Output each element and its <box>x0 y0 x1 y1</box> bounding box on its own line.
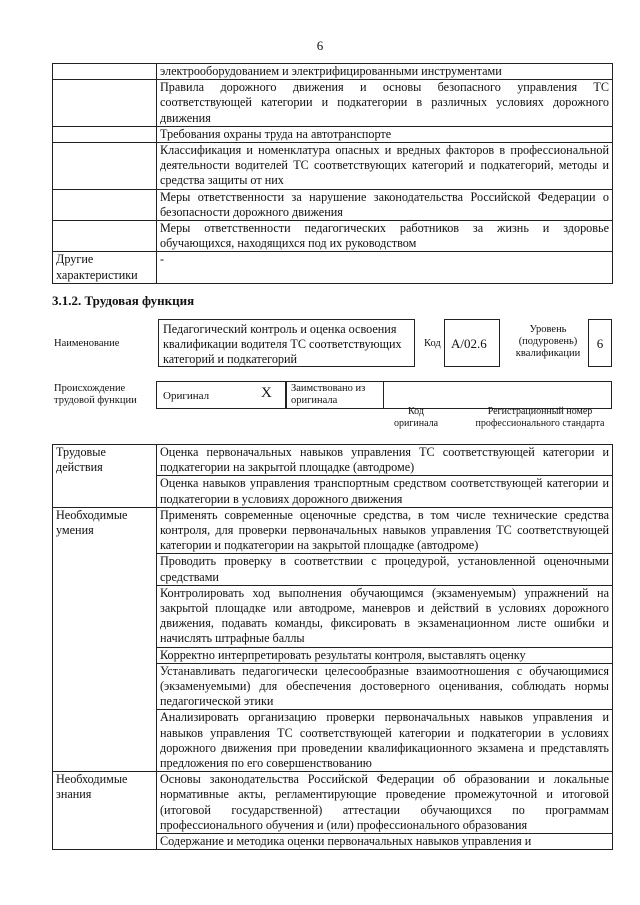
group-item: Контролировать ход выполнения обучающимся (экзаменуемым) упражнений на закрытой площадке или автодроме, маневров и действий в условиях дорожного движения, подавать команды, фиксировать в экзаменационном листе ошибки и начислять штрафные баллы <box>157 585 613 647</box>
main-table <box>52 444 613 850</box>
row-label <box>53 189 157 220</box>
table-row <box>53 772 613 834</box>
group-item: Применять современные оценочные средства, в том числе технические средства контроля, для проверки первоначальных навыков управления ТС соответствующей категории и подкатегории на закрытой площадке (автодроме) <box>157 507 613 554</box>
row-text: - <box>157 252 613 283</box>
borrowed-box <box>286 381 384 409</box>
page-number: 6 <box>316 38 324 53</box>
group-label: Необходимые знания <box>53 772 157 850</box>
level-label: Уровень (подуровень) квалификации <box>515 324 581 359</box>
section-heading: 3.1.2. Трудовая функция <box>52 293 195 308</box>
level-value: 6 <box>596 336 604 351</box>
table-row <box>53 64 613 80</box>
group-item: Оценка навыков управления транспортным средством соответствующей категории и подкатегории в условиях дорожного движения <box>157 476 613 507</box>
table-row <box>53 221 613 252</box>
row-label <box>53 126 157 142</box>
table-row <box>53 189 613 220</box>
top-table <box>52 63 613 284</box>
level-box <box>588 319 612 367</box>
original-box <box>156 381 286 409</box>
code-label: Код <box>424 338 441 349</box>
origin-label: Происхождение трудовой функции <box>54 383 137 406</box>
table-row <box>53 445 613 476</box>
group-label: Трудовые действия <box>53 445 157 508</box>
row-text: Правила дорожного движения и основы безопасного управления ТС соответствующей категории и подкатегории в различных условиях дорожного движения <box>157 80 613 127</box>
table-row <box>53 143 613 190</box>
name-label: Наименование <box>54 338 120 349</box>
table-row <box>53 126 613 142</box>
row-label <box>53 221 157 252</box>
row-label <box>53 143 157 190</box>
row-text: Классификация и номенклатура опасных и вредных факторов в профессиональной деятельности водителей ТС соответствующих категорий и подкатегорий, методы и средства защиты от них <box>157 143 613 190</box>
row-label <box>53 64 157 80</box>
row-text: электрооборудованием и электрифицированными инструментами <box>157 64 613 80</box>
table-row <box>53 80 613 127</box>
group-label: Необходимые умения <box>53 507 157 771</box>
group-item: Корректно интерпретировать результаты контроля, выставлять оценку <box>157 647 613 663</box>
code-value: А/02.6 <box>451 336 487 351</box>
function-name: Педагогический контроль и оценка освоения квалификации водителя ТС соответствующих категорий и подкатегорий <box>163 322 402 366</box>
original-mark: X <box>261 385 272 401</box>
borrowed-label: Заимствовано из оригинала <box>291 383 366 406</box>
row-text: Меры ответственности педагогических работников за жизнь и здоровье обучающихся, находящихся под их руководством <box>157 221 613 252</box>
group-item: Устанавливать педагогически целесообразные взаимоотношения с обучающимися (экзаменуемыми) для обеспечения достоверного оценивания, соблюдать нормы педагогической этики <box>157 663 613 710</box>
code-original-label: Код оригинала <box>393 406 439 429</box>
group-item: Оценка первоначальных навыков управления ТС соответствующей категории и подкатегории на закрытой площадке (автодроме) <box>157 445 613 476</box>
group-item: Содержание и методика оценки первоначальных навыков управления и <box>157 834 613 850</box>
row-label <box>53 80 157 127</box>
group-item: Проводить проверку в соответствии с процедурой, установленной оценочными средствами <box>157 554 613 585</box>
function-name-box <box>158 319 415 367</box>
code-box <box>444 319 500 367</box>
group-item: Основы законодательства Российской Федерации об образовании и локальные нормативные акты, регламентирующие проведение промежуточной и итоговой (итоговой государственной) аттестации обучающихся по программам профессионального обучения и (или) профессионального образования <box>157 772 613 834</box>
row-text: Меры ответственности за нарушение законодательства Российской Федерации о безопасности дорожного движения <box>157 189 613 220</box>
table-row <box>53 252 613 283</box>
reg-number-label: Регистрационный номер профессионального стандарта <box>475 406 605 429</box>
reg-box <box>384 381 612 409</box>
row-text: Требования охраны труда на автотранспорте <box>157 126 613 142</box>
table-row <box>53 507 613 554</box>
original-label: Оригинал <box>163 390 210 402</box>
row-label: Другие характеристики <box>53 252 157 283</box>
group-item: Анализировать организацию проверки первоначальных навыков управления и навыков управления ТС соответствующей категории и подкатегории в условиях дорожного движения при проведении квалификационного экзамена и представлять предложения по его совершенствованию <box>157 710 613 772</box>
